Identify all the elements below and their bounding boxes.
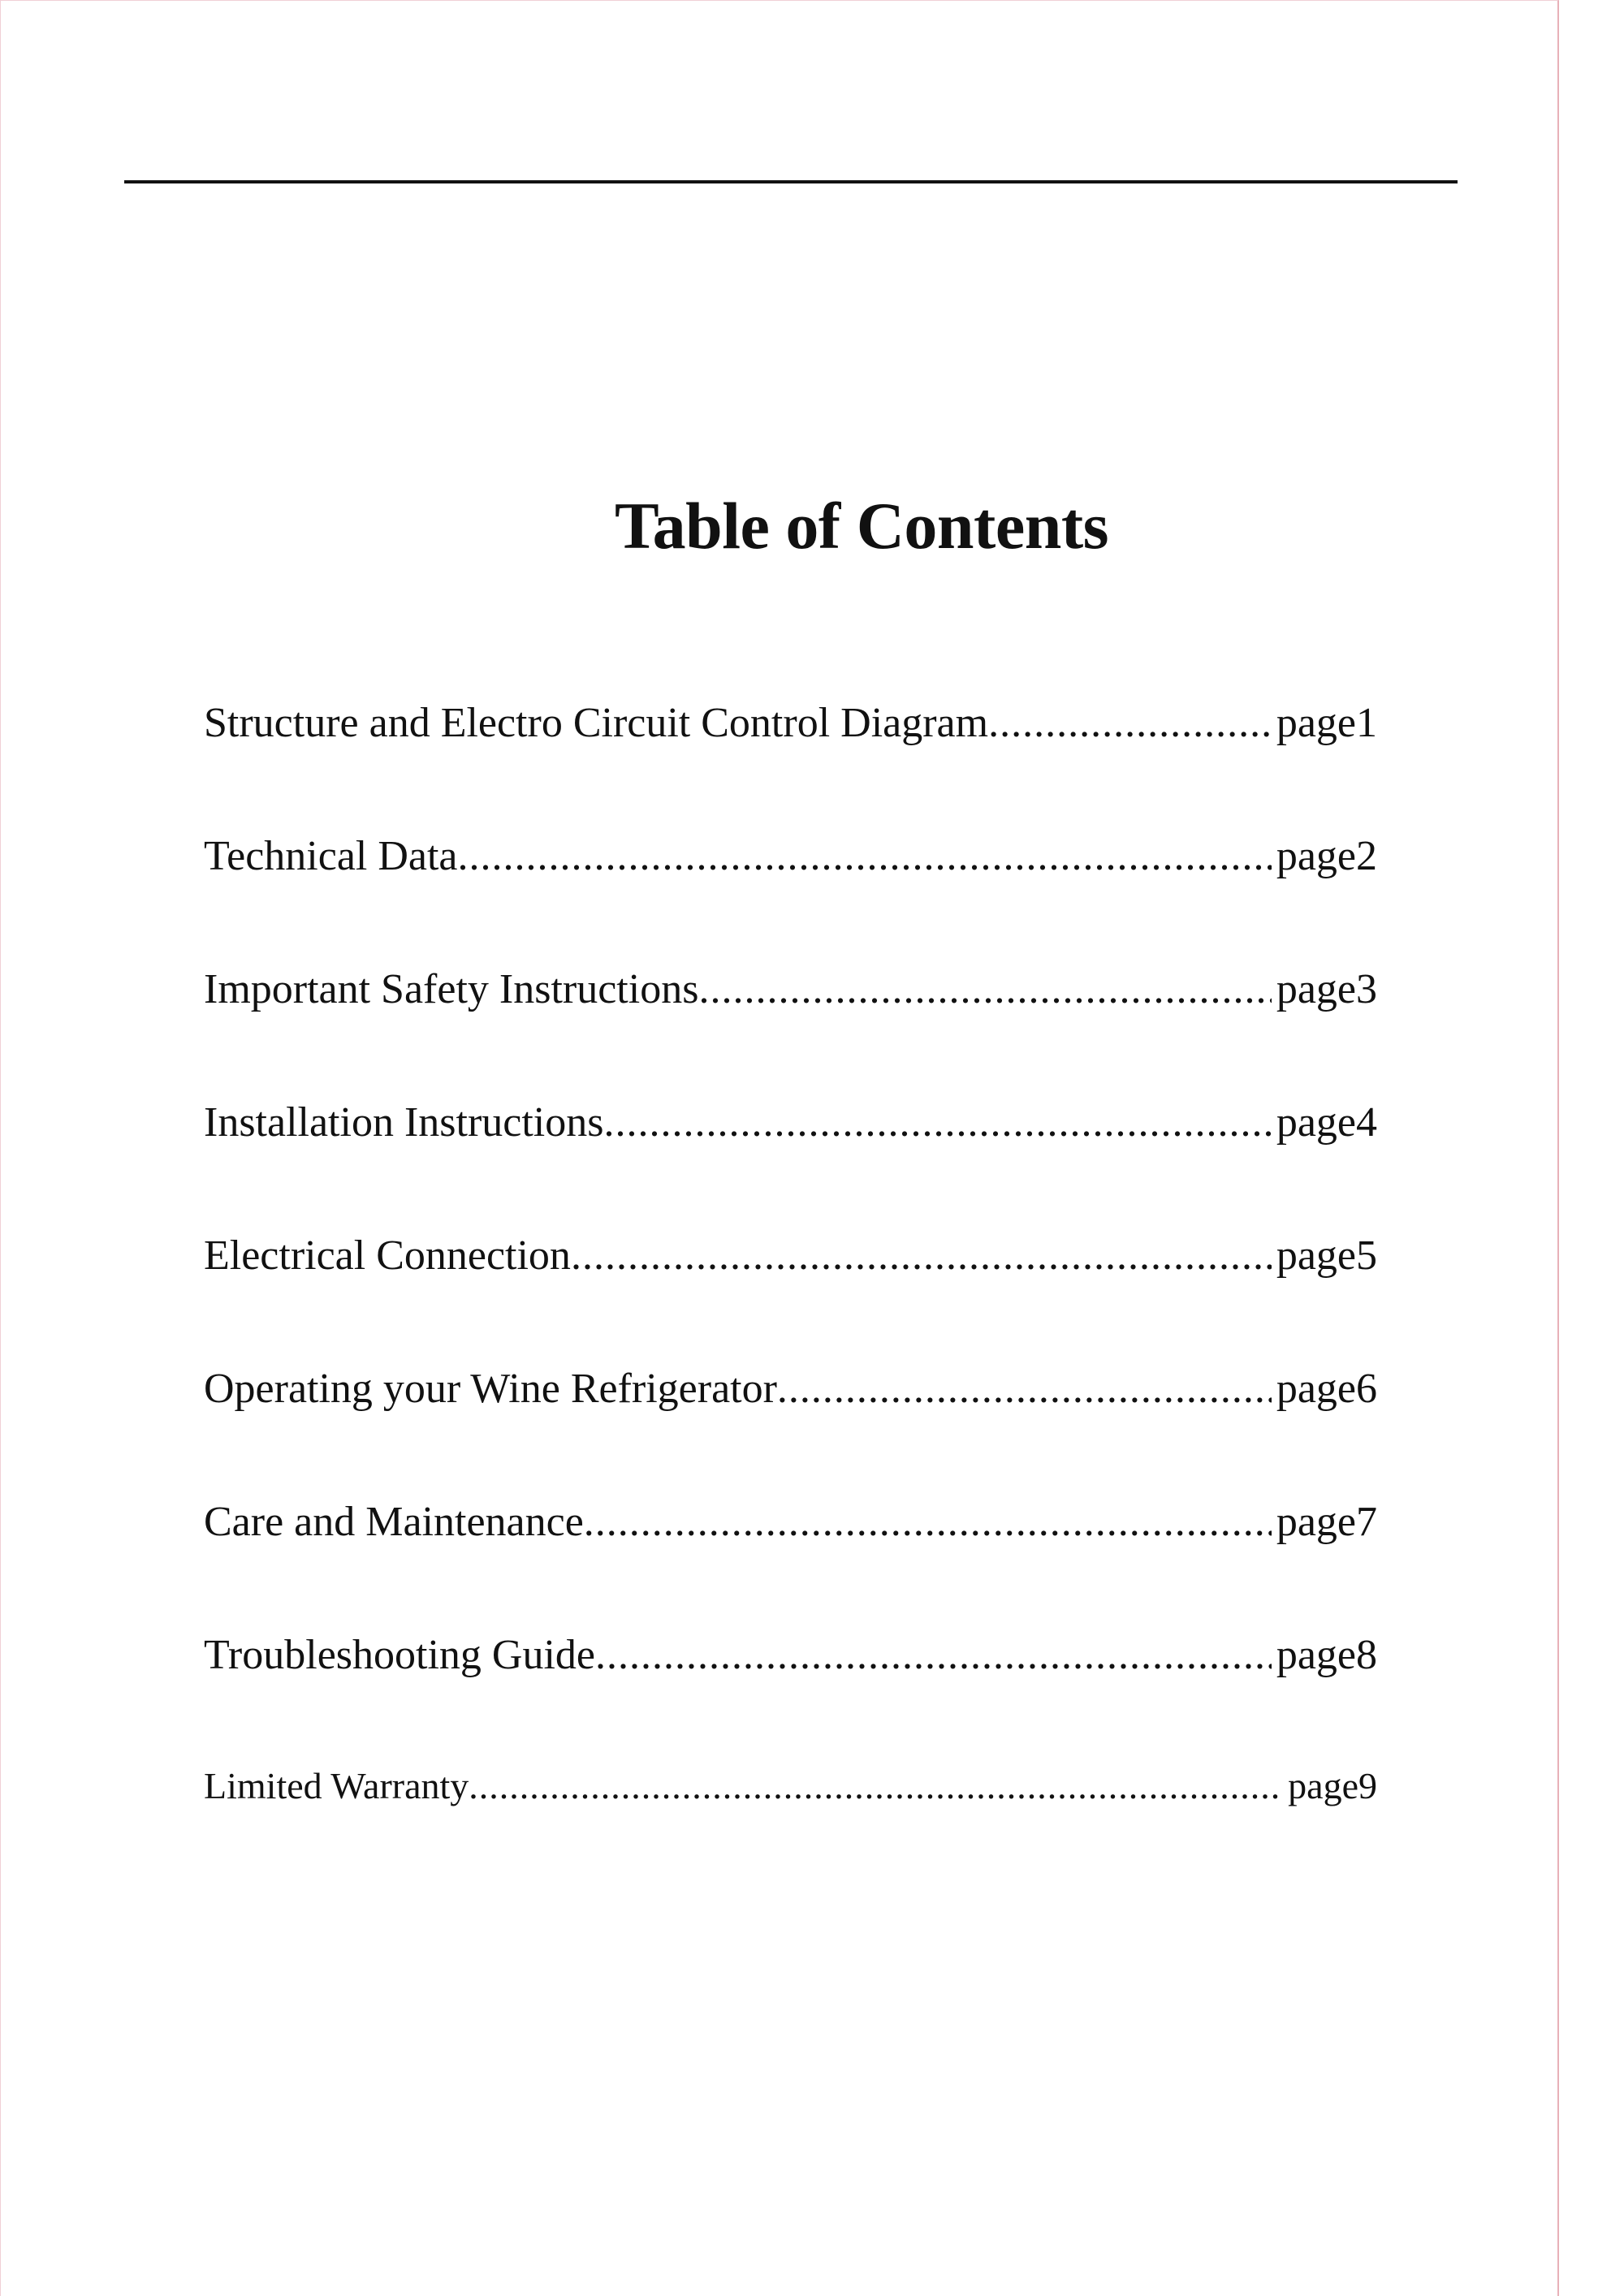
- page-title: Table of Contents: [614, 489, 1109, 563]
- toc-dot-leader: [469, 1764, 1283, 1807]
- toc-entry-label: Electrical Connection: [204, 1232, 571, 1279]
- toc-dot-leader: [777, 1365, 1272, 1413]
- toc-entry[interactable]: [204, 1764, 1377, 1897]
- toc-dot-leader: [571, 1232, 1272, 1280]
- toc-dot-leader: [595, 1631, 1272, 1679]
- toc-entry[interactable]: [204, 1498, 1377, 1631]
- toc-entry[interactable]: [204, 1631, 1377, 1764]
- toc-entry-page: page9: [1288, 1765, 1377, 1806]
- toc-dot-leader: [698, 965, 1271, 1013]
- toc-entry-label: Limited Warranty: [204, 1765, 469, 1806]
- toc-entry[interactable]: [204, 1098, 1377, 1232]
- toc-entry-label: Important Safety Instructions: [204, 966, 699, 1012]
- toc-entry[interactable]: [204, 699, 1377, 832]
- toc-entry-label: Operating your Wine Refrigerator: [204, 1366, 777, 1412]
- toc-entry-page: page5: [1276, 1232, 1377, 1279]
- header-rule: [124, 180, 1458, 183]
- toc-entry-page: page3: [1276, 966, 1377, 1012]
- toc-entry-page: page1: [1276, 700, 1377, 746]
- toc-entry-label: Care and Maintenance: [204, 1499, 584, 1545]
- toc-entry[interactable]: [204, 1232, 1377, 1365]
- toc-entry-label: Troubleshooting Guide: [204, 1632, 595, 1678]
- toc-entry-label: Technical Data: [204, 833, 458, 879]
- toc-entry-label: Installation Instructions: [204, 1099, 604, 1146]
- toc-dot-leader: [603, 1098, 1271, 1146]
- toc-entry[interactable]: [204, 965, 1377, 1098]
- toc-entry[interactable]: [204, 832, 1377, 965]
- toc-dot-leader: [988, 699, 1272, 747]
- table-of-contents: [204, 699, 1377, 1897]
- toc-entry-label: Structure and Electro Circuit Control Diagram: [204, 700, 989, 746]
- toc-entry[interactable]: [204, 1365, 1377, 1498]
- toc-entry-page: page6: [1276, 1366, 1377, 1412]
- toc-dot-leader: [584, 1498, 1272, 1546]
- toc-entry-page: page8: [1276, 1632, 1377, 1678]
- toc-entry-page: page2: [1276, 833, 1377, 879]
- toc-dot-leader: [458, 832, 1272, 880]
- toc-entry-page: page7: [1276, 1499, 1377, 1545]
- toc-entry-page: page4: [1276, 1099, 1377, 1146]
